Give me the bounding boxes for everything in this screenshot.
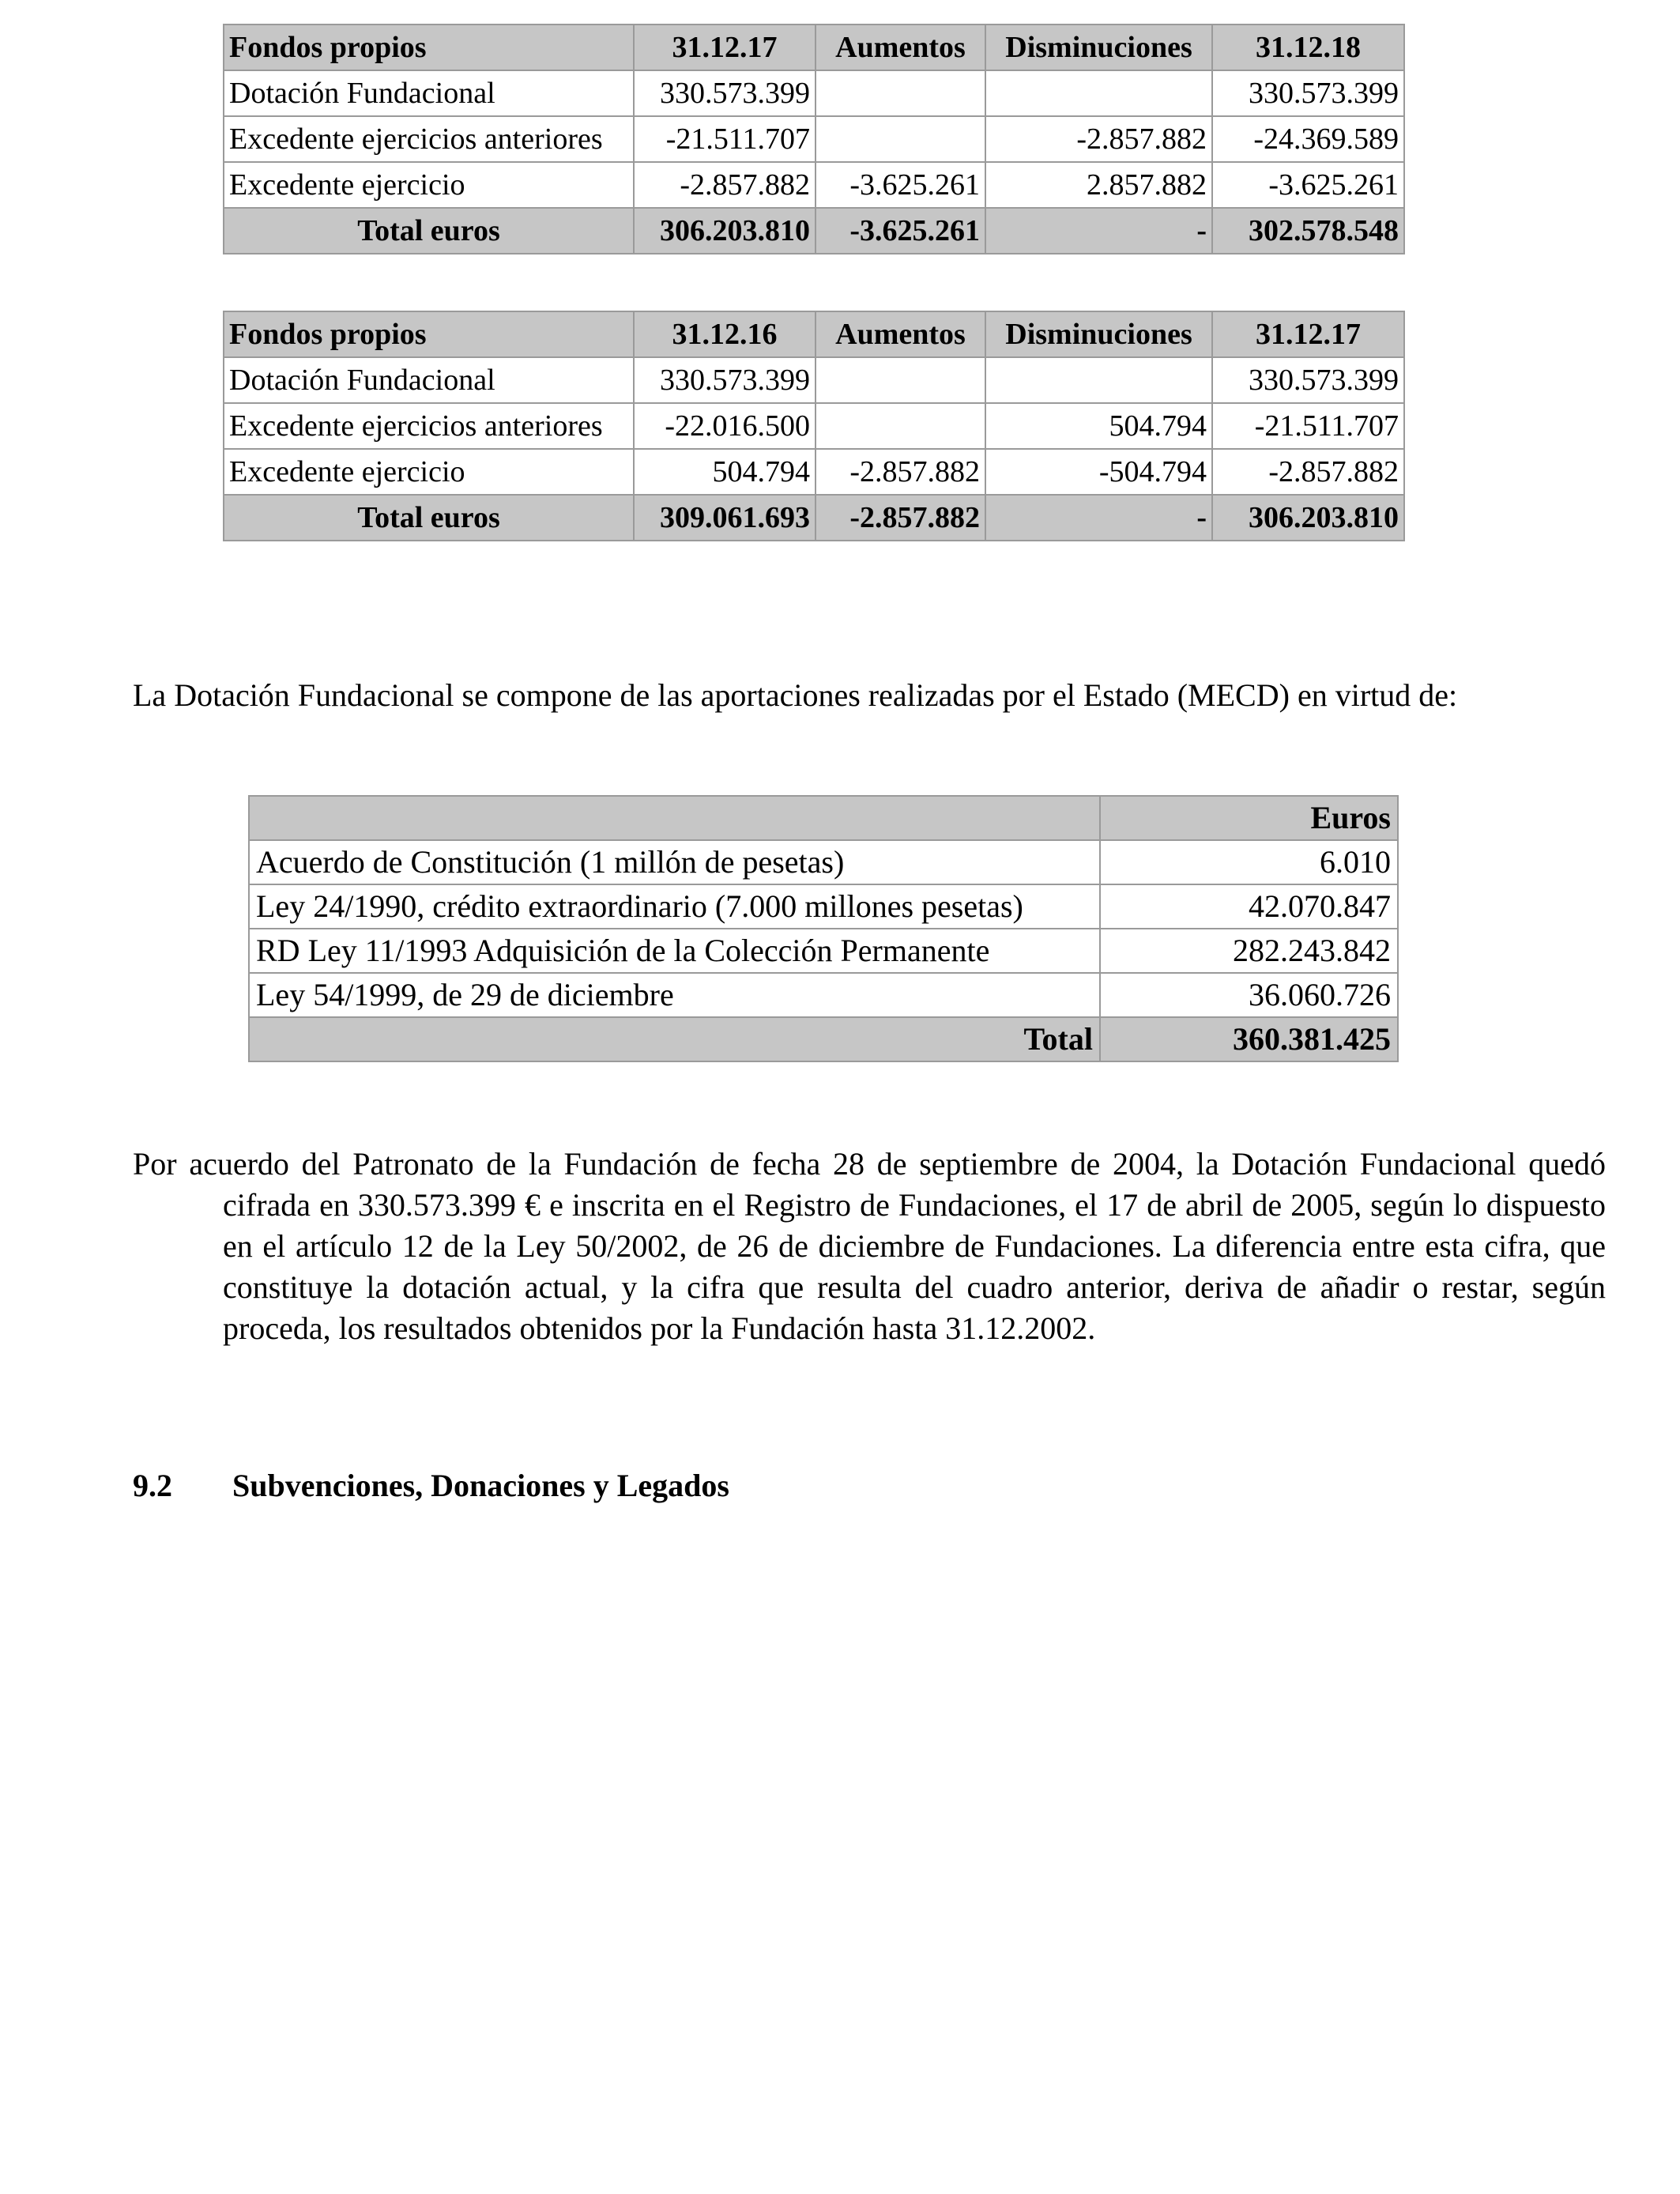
header-cell: 31.12.16 <box>634 311 816 357</box>
section-number: 9.2 <box>133 1468 172 1503</box>
table-cell: 282.243.842 <box>1100 929 1398 973</box>
header-cell: 31.12.18 <box>1212 25 1404 70</box>
table-row <box>249 840 1398 884</box>
table-row <box>224 449 1404 495</box>
row-label: Dotación Fundacional <box>224 70 634 116</box>
total-label: Total euros <box>224 208 634 254</box>
table-cell: -504.794 <box>985 449 1212 495</box>
row-label: Dotación Fundacional <box>224 357 634 403</box>
fondos-propios-table-2017 <box>223 311 1405 541</box>
table-row <box>249 929 1398 973</box>
header-cell-euros: Euros <box>1100 796 1398 840</box>
table-cell: -21.511.707 <box>1212 403 1404 449</box>
row-label: Acuerdo de Constitución (1 millón de pesetas) <box>249 840 1100 884</box>
header-cell: Fondos propios <box>224 25 634 70</box>
row-label: Excedente ejercicio <box>224 449 634 495</box>
table-header-row <box>224 25 1404 70</box>
total-label: Total euros <box>224 495 634 541</box>
table-cell: -2.857.882 <box>985 116 1212 162</box>
table-cell: 330.573.399 <box>634 357 816 403</box>
header-cell: Fondos propios <box>224 311 634 357</box>
table-header-row <box>249 796 1398 840</box>
table-row <box>224 403 1404 449</box>
total-cell: - <box>985 495 1212 541</box>
section-heading <box>133 1465 729 1506</box>
table-cell: 504.794 <box>634 449 816 495</box>
row-label: Excedente ejercicios anteriores <box>224 116 634 162</box>
header-empty-cell <box>249 796 1100 840</box>
table-row <box>224 162 1404 208</box>
table-header-row <box>224 311 1404 357</box>
table-cell: 2.857.882 <box>985 162 1212 208</box>
header-cell: Aumentos <box>816 25 985 70</box>
total-cell: - <box>985 208 1212 254</box>
table-cell: -3.625.261 <box>816 162 985 208</box>
table-cell: 330.573.399 <box>1212 357 1404 403</box>
total-cell: 309.061.693 <box>634 495 816 541</box>
table-cell: -2.857.882 <box>1212 449 1404 495</box>
table-cell: 42.070.847 <box>1100 884 1398 929</box>
row-label: Excedente ejercicio <box>224 162 634 208</box>
table-cell <box>985 70 1212 116</box>
total-row <box>224 495 1404 541</box>
table-cell: 330.573.399 <box>1212 70 1404 116</box>
table-row <box>249 884 1398 929</box>
total-label: Total <box>249 1017 1100 1061</box>
header-cell: Disminuciones <box>985 25 1212 70</box>
row-label: Ley 24/1990, crédito extraordinario (7.000 millones pesetas) <box>249 884 1100 929</box>
total-cell: 360.381.425 <box>1100 1017 1398 1061</box>
dotacion-table <box>248 795 1399 1062</box>
dotacion-intro-paragraph: La Dotación Fundacional se compone de las aportaciones realizadas por el Estado (MECD) en virtud de: <box>133 677 1458 713</box>
header-cell: 31.12.17 <box>634 25 816 70</box>
table-cell: -3.625.261 <box>1212 162 1404 208</box>
total-cell: -2.857.882 <box>816 495 985 541</box>
table-cell <box>816 116 985 162</box>
table-cell: -24.369.589 <box>1212 116 1404 162</box>
table-cell: 330.573.399 <box>634 70 816 116</box>
table-cell: -2.857.882 <box>634 162 816 208</box>
row-label: Ley 54/1999, de 29 de diciembre <box>249 973 1100 1017</box>
table-cell: -22.016.500 <box>634 403 816 449</box>
total-row <box>249 1017 1398 1061</box>
table-cell <box>985 357 1212 403</box>
table-cell <box>816 70 985 116</box>
total-cell: -3.625.261 <box>816 208 985 254</box>
table-row <box>224 116 1404 162</box>
table-cell <box>816 357 985 403</box>
total-cell: 306.203.810 <box>634 208 816 254</box>
header-cell: Disminuciones <box>985 311 1212 357</box>
header-cell: 31.12.17 <box>1212 311 1404 357</box>
patronato-paragraph: Por acuerdo del Patronato de la Fundación de fecha 28 de septiembre de 2004, la Dotación Fundacional quedó cifrada en 330.573.399 € e inscrita en el Registro de Fundaciones, el 17 de abril de 2005, según lo dispuesto en el artículo 12 de la Ley 50/2002, de 26 de diciembre de Fundaciones. La diferencia entre esta cifra, que constituye la dotación actual, y la cifra que resulta del cuadro anterior, deriva de añadir o restar, según proceda, los resultados obtenidos por la Fundación hasta 31.12.2002. <box>133 1146 1606 1346</box>
row-label: RD Ley 11/1993 Adquisición de la Colección Permanente <box>249 929 1100 973</box>
table-cell: 504.794 <box>985 403 1212 449</box>
row-label: Excedente ejercicios anteriores <box>224 403 634 449</box>
table-cell <box>816 403 985 449</box>
table-cell: 6.010 <box>1100 840 1398 884</box>
total-row <box>224 208 1404 254</box>
header-cell: Aumentos <box>816 311 985 357</box>
section-title: Subvenciones, Donaciones y Legados <box>232 1468 729 1503</box>
table-cell: -2.857.882 <box>816 449 985 495</box>
table-row <box>249 973 1398 1017</box>
total-cell: 306.203.810 <box>1212 495 1404 541</box>
total-cell: 302.578.548 <box>1212 208 1404 254</box>
table-row <box>224 357 1404 403</box>
table-cell: -21.511.707 <box>634 116 816 162</box>
fondos-propios-table-2018 <box>223 24 1405 254</box>
table-row <box>224 70 1404 116</box>
table-cell: 36.060.726 <box>1100 973 1398 1017</box>
